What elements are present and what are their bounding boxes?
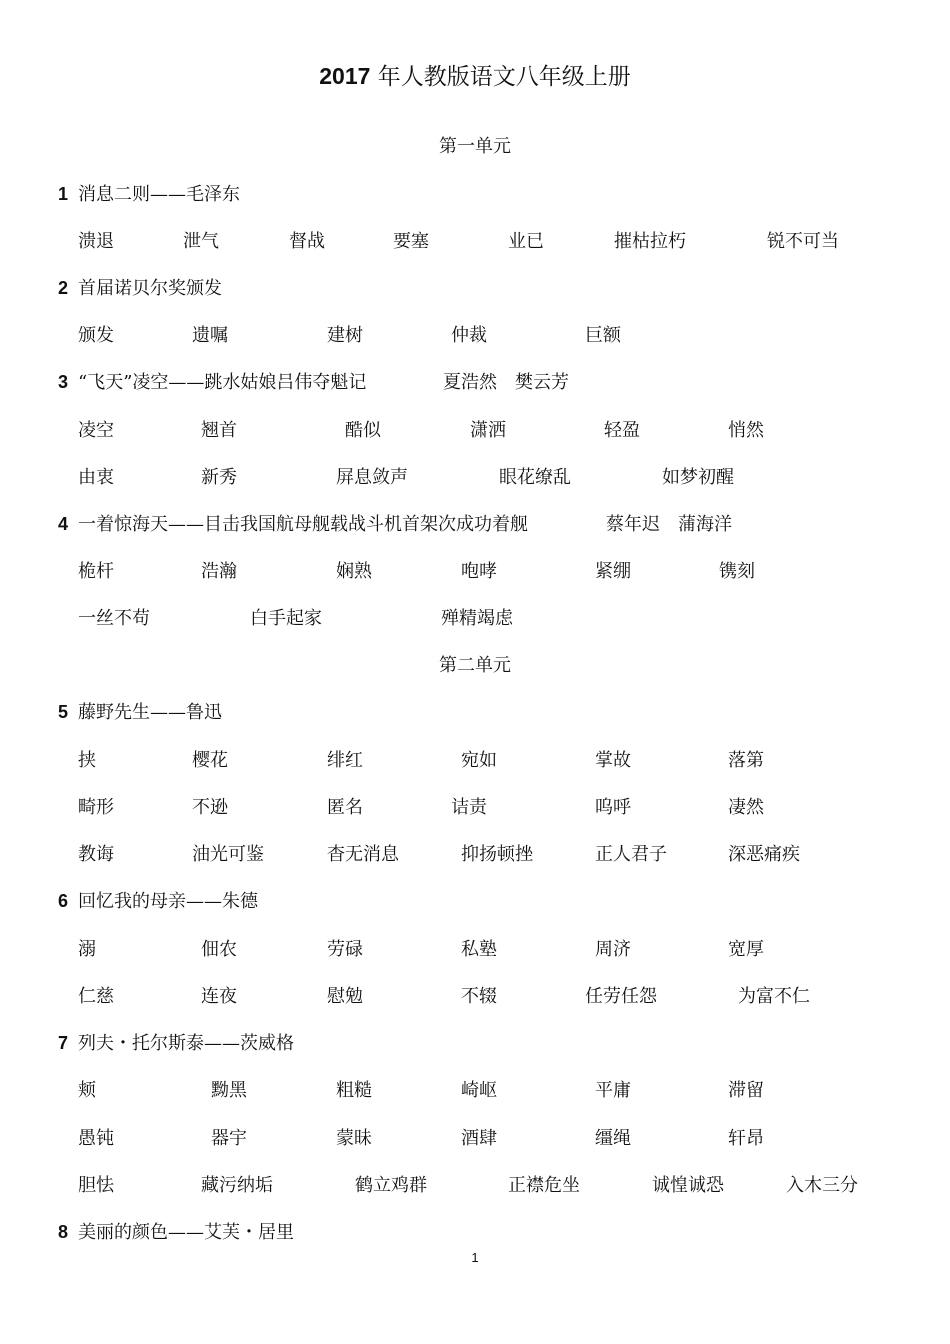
vocab-word: 黝黑 <box>211 1080 247 1101</box>
vocab-word: 杳无消息 <box>327 844 399 865</box>
lesson-number: 8 <box>58 1222 69 1242</box>
vocab-word: 私塾 <box>461 939 497 960</box>
vocab-word: 胆怯 <box>78 1175 114 1196</box>
lesson-number: 2 <box>58 278 69 298</box>
lesson-number: 1 <box>58 184 69 204</box>
vocab-word: 眼花缭乱 <box>499 467 571 488</box>
lesson-authors: 蔡年迟 蒲海洋 <box>606 514 732 535</box>
vocab-word: 粗糙 <box>336 1080 372 1101</box>
vocab-word: 周济 <box>595 939 631 960</box>
vocab-word: 任劳任怨 <box>585 986 657 1007</box>
vocab-word: 锐不可当 <box>767 231 839 252</box>
vocab-word: 巨额 <box>585 325 621 346</box>
vocab-word: 不逊 <box>192 797 228 818</box>
vocab-word: 凄然 <box>728 797 764 818</box>
lesson-heading <box>58 180 240 206</box>
vocab-word: 轩昂 <box>728 1128 764 1149</box>
lesson-number: 3 <box>58 372 69 392</box>
vocab-word: 建树 <box>327 325 363 346</box>
vocab-word: 为富不仁 <box>738 986 810 1007</box>
lesson-number: 7 <box>58 1033 69 1053</box>
vocab-word: 如梦初醒 <box>662 467 734 488</box>
vocab-word: 抑扬顿挫 <box>461 844 533 865</box>
vocab-word: 桅杆 <box>78 561 114 582</box>
vocab-word: 器宇 <box>211 1128 247 1149</box>
vocab-word: 崎岖 <box>461 1080 497 1101</box>
vocab-word: 藏污纳垢 <box>201 1175 273 1196</box>
vocab-word: 樱花 <box>192 750 228 771</box>
vocab-word: 诘责 <box>451 797 487 818</box>
vocab-word: 仁慈 <box>78 986 114 1007</box>
vocab-word: 深恶痛疾 <box>728 844 800 865</box>
lesson-title: 一着惊海天——目击我国航母舰载战斗机首架次成功着舰 <box>78 514 528 535</box>
vocab-word: 连夜 <box>201 986 237 1007</box>
title-year: 2017 <box>319 63 371 89</box>
vocab-word: 屏息敛声 <box>336 467 408 488</box>
vocab-word: 颁发 <box>78 325 114 346</box>
vocab-word: 摧枯拉朽 <box>614 231 686 252</box>
lesson-heading <box>58 510 528 536</box>
vocab-word: 仲裁 <box>451 325 487 346</box>
vocab-word: 镌刻 <box>719 561 755 582</box>
vocab-word: 匿名 <box>327 797 363 818</box>
vocab-word: 娴熟 <box>336 561 372 582</box>
vocab-word: 滞留 <box>728 1080 764 1101</box>
lesson-heading <box>58 887 258 913</box>
vocab-word: 轻盈 <box>604 420 640 441</box>
lesson-title: 消息二则——毛泽东 <box>78 184 240 205</box>
vocab-word: 教诲 <box>78 844 114 865</box>
unit-heading: 第一单元 <box>439 136 511 157</box>
vocab-word: 正襟危坐 <box>508 1175 580 1196</box>
vocab-word: 咆哮 <box>461 561 497 582</box>
vocab-word: 要塞 <box>393 231 429 252</box>
vocab-word: 挟 <box>78 750 96 771</box>
lesson-title: 列夫・托尔斯泰——茨威格 <box>78 1033 294 1054</box>
lesson-heading <box>58 1029 294 1055</box>
lesson-title: 回忆我的母亲——朱德 <box>78 891 258 912</box>
vocab-word: 督战 <box>289 231 325 252</box>
vocab-word: 翘首 <box>201 420 237 441</box>
vocab-word: 浩瀚 <box>201 561 237 582</box>
lesson-heading <box>58 1218 294 1244</box>
vocab-word: 紧绷 <box>595 561 631 582</box>
vocab-word: 遗嘱 <box>192 325 228 346</box>
title-text: 年人教版语文八年级上册 <box>377 64 631 90</box>
lesson-number: 5 <box>58 702 69 722</box>
vocab-word: 掌故 <box>595 750 631 771</box>
vocab-word: 蒙昧 <box>336 1128 372 1149</box>
vocab-word: 泄气 <box>183 231 219 252</box>
lesson-title: 藤野先生——鲁迅 <box>78 702 222 723</box>
unit-heading: 第二单元 <box>439 655 511 676</box>
vocab-word: 业已 <box>508 231 544 252</box>
vocab-word: 溺 <box>78 939 96 960</box>
lesson-title: 首届诺贝尔奖颁发 <box>78 278 222 299</box>
lesson-heading <box>58 368 366 394</box>
vocab-word: 一丝不苟 <box>78 608 150 629</box>
vocab-word: 殚精竭虑 <box>441 608 513 629</box>
lesson-heading <box>58 274 222 300</box>
vocab-word: 诚惶诚恐 <box>652 1175 724 1196</box>
vocab-word: 畸形 <box>78 797 114 818</box>
vocab-word: 佃农 <box>201 939 237 960</box>
lesson-number: 4 <box>58 514 69 534</box>
vocab-word: 溃退 <box>78 231 114 252</box>
vocab-word: 绯红 <box>327 750 363 771</box>
vocab-word: 宽厚 <box>728 939 764 960</box>
vocab-word: 鹤立鸡群 <box>355 1175 427 1196</box>
vocab-word: 油光可鉴 <box>192 844 264 865</box>
vocab-word: 慰勉 <box>327 986 363 1007</box>
vocab-word: 缰绳 <box>595 1128 631 1149</box>
vocab-word: 入木三分 <box>786 1175 858 1196</box>
lesson-title: 美丽的颜色——艾芙・居里 <box>78 1222 294 1243</box>
vocab-word: 劳碌 <box>327 939 363 960</box>
vocab-word: 由衷 <box>78 467 114 488</box>
vocab-word: 愚钝 <box>78 1128 114 1149</box>
vocab-word: 平庸 <box>595 1080 631 1101</box>
lesson-heading <box>58 698 222 724</box>
vocab-word: 呜呼 <box>595 797 631 818</box>
vocab-word: 悄然 <box>728 420 764 441</box>
vocab-word: 凌空 <box>78 420 114 441</box>
vocab-word: 酷似 <box>345 420 381 441</box>
vocab-word: 白手起家 <box>250 608 322 629</box>
vocab-word: 酒肆 <box>461 1128 497 1149</box>
vocab-word: 宛如 <box>461 750 497 771</box>
vocab-word: 潇洒 <box>470 420 506 441</box>
vocab-word: 颊 <box>78 1080 96 1101</box>
vocab-word: 落第 <box>728 750 764 771</box>
page-title <box>0 58 950 91</box>
vocab-word: 新秀 <box>201 467 237 488</box>
lesson-title: “飞天”凌空——跳水姑娘吕伟夺魁记 <box>78 372 367 393</box>
lesson-number: 6 <box>58 891 69 911</box>
page-number: 1 <box>471 1250 479 1265</box>
vocab-word: 不辍 <box>461 986 497 1007</box>
lesson-authors: 夏浩然 樊云芳 <box>443 372 569 393</box>
vocab-word: 正人君子 <box>595 844 667 865</box>
